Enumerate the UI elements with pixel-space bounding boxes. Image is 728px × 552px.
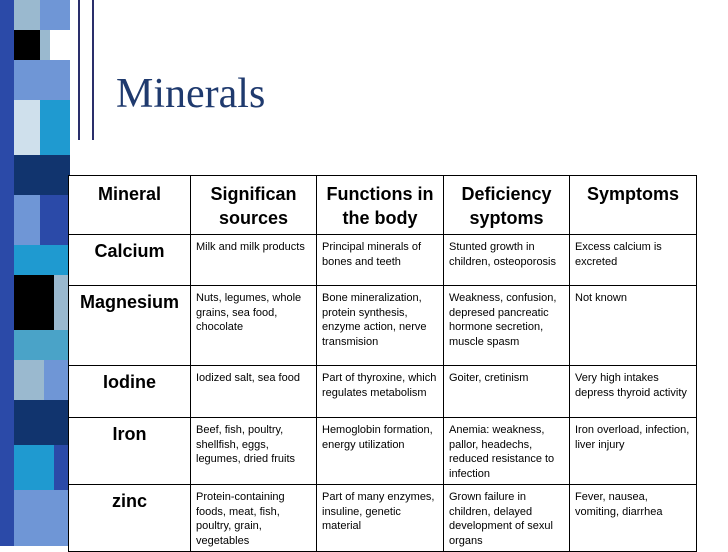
functions-cell: Hemoglobin formation, energy utilization <box>317 418 444 485</box>
deficiency-cell: Goiter, cretinism <box>444 366 570 418</box>
strip-tile <box>14 30 40 60</box>
symptoms-cell: Fever, nausea, vomiting, diarrhea <box>570 485 697 552</box>
strip-tile <box>44 360 70 400</box>
decorative-strip <box>0 0 72 546</box>
header-deficiency: Deficiency syptoms <box>444 176 570 235</box>
strip-tile <box>0 0 14 546</box>
accent-line <box>78 0 80 140</box>
minerals-table <box>68 175 697 552</box>
symptoms-cell: Iron overload, infection, liver injury <box>570 418 697 485</box>
strip-tile <box>14 330 70 360</box>
slide-title: Minerals <box>116 71 266 117</box>
sources-cell: Iodized salt, sea food <box>191 366 317 418</box>
deficiency-cell: Anemia: weakness, pallor, headechs, reduced resistance to infection <box>444 418 570 485</box>
table-row <box>69 235 697 286</box>
mineral-cell: Calcium <box>69 235 191 286</box>
mineral-cell: Magnesium <box>69 286 191 366</box>
table-row <box>69 485 697 552</box>
strip-tile <box>14 360 44 400</box>
table-row <box>69 418 697 485</box>
sources-cell: Protein-containing foods, meat, fish, poultry, grain, vegetables <box>191 485 317 552</box>
strip-tile <box>14 245 70 275</box>
strip-tile <box>14 155 70 195</box>
header-functions: Functions in the body <box>317 176 444 235</box>
strip-tile <box>14 275 54 330</box>
functions-cell: Principal minerals of bones and teeth <box>317 235 444 286</box>
strip-tile <box>14 60 70 100</box>
sources-cell: Beef, fish, poultry, shellfish, eggs, legumes, dried fruits <box>191 418 317 485</box>
strip-tile <box>14 400 70 445</box>
table-row <box>69 366 697 418</box>
deficiency-cell: Stunted growth in children, osteoporosis <box>444 235 570 286</box>
mineral-cell: Iodine <box>69 366 191 418</box>
strip-tile <box>40 0 70 30</box>
sources-cell: Nuts, legumes, whole grains, sea food, chocolate <box>191 286 317 366</box>
functions-cell: Part of many enzymes, insuline, genetic material <box>317 485 444 552</box>
accent-line <box>92 0 94 140</box>
strip-tile <box>14 195 40 245</box>
table-header-row <box>69 176 697 235</box>
header-symptoms: Symptoms <box>570 176 697 235</box>
strip-tile <box>14 445 54 490</box>
header-mineral: Mineral <box>69 176 191 235</box>
header-sources: Significan sources <box>191 176 317 235</box>
strip-tile <box>40 100 70 155</box>
mineral-cell: Iron <box>69 418 191 485</box>
strip-tile <box>40 195 70 245</box>
deficiency-cell: Grown failure in children, delayed development of sexul organs <box>444 485 570 552</box>
symptoms-cell: Not known <box>570 286 697 366</box>
deficiency-cell: Weakness, confusion, depresed pancreatic hormone secretion, muscle spasm <box>444 286 570 366</box>
table-row <box>69 286 697 366</box>
sources-cell: Milk and milk products <box>191 235 317 286</box>
mineral-cell: zinc <box>69 485 191 552</box>
symptoms-cell: Very high intakes depress thyroid activity <box>570 366 697 418</box>
functions-cell: Part of thyroxine, which regulates metabolism <box>317 366 444 418</box>
functions-cell: Bone mineralization, protein synthesis, enzyme action, nerve transmision <box>317 286 444 366</box>
symptoms-cell: Excess calcium is excreted <box>570 235 697 286</box>
strip-tile <box>14 490 70 546</box>
